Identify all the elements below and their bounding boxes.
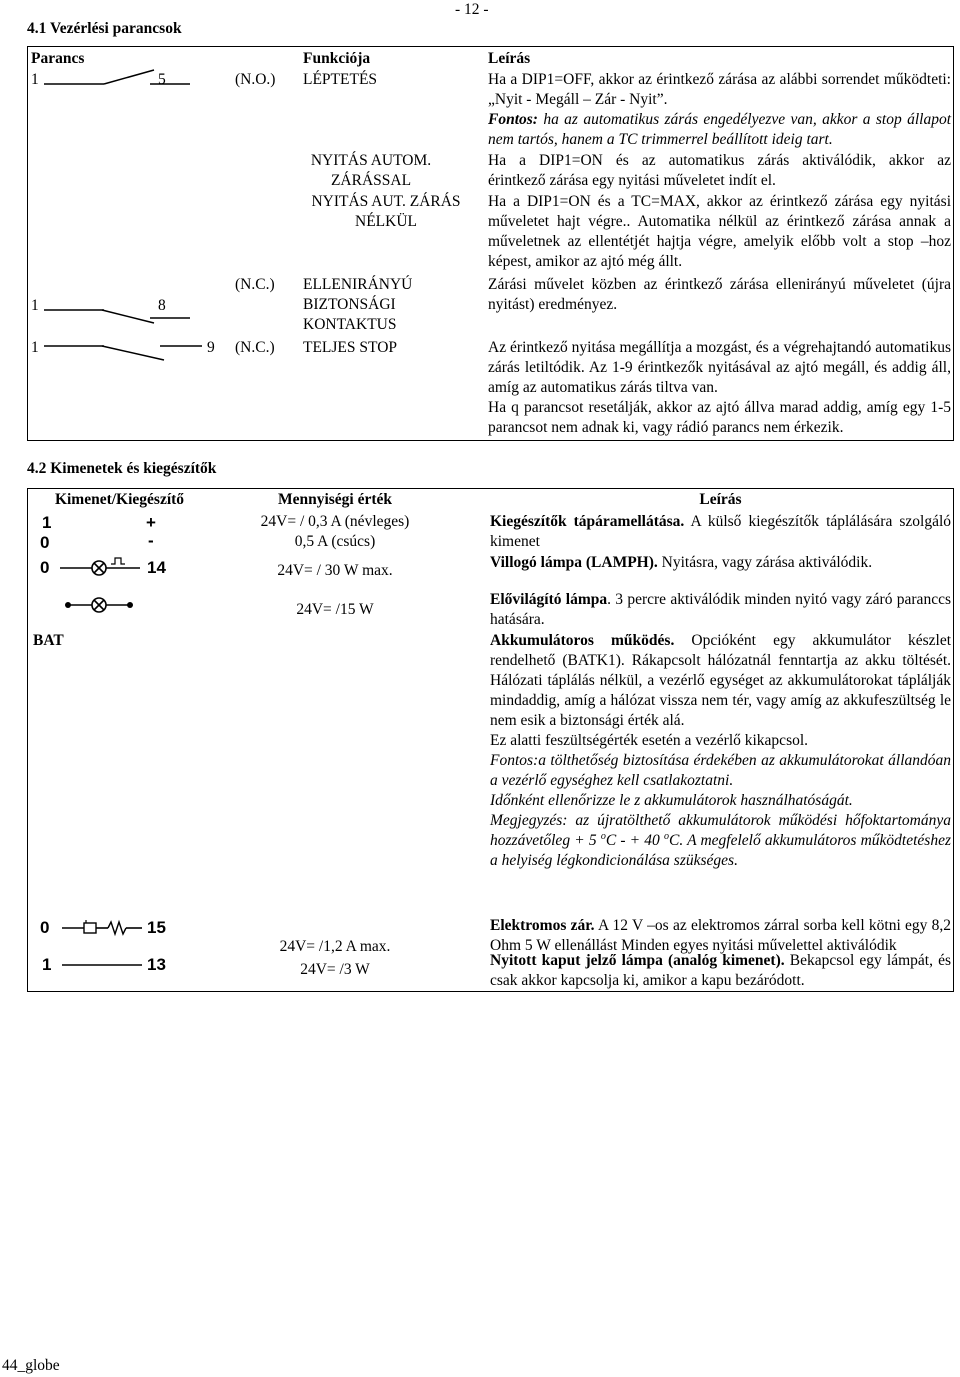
terminal-right: 13 [147, 955, 166, 974]
quantity-value: 24V= /15 W [296, 601, 374, 618]
terminal-left: 0 [40, 918, 50, 937]
terminal-left: 1 [42, 955, 52, 974]
section2-title: 4.2 Kimenetek és kiegészítők [27, 460, 217, 477]
description-text: Kiegészítők tápáramellátása. A külső kiegészítők táplálására szolgáló kimenet [490, 513, 952, 550]
function-label: ELLENIRÁNYÚ BIZTONSÁGI KONTAKTUS [303, 276, 413, 333]
description-text: Ha a DIP1=ON és az automatikus zárás aktiválódik, akkor az érintkező zárása egy nyitási műveletet indít el. [488, 152, 951, 189]
description-text: Ha a DIP1=ON és a TC=MAX, akkor az érintkező zárása egy nyitási műveletet hajt végre.. Automatika nélkül az érintkező zárása annak a műveletnek az ellentétjét hajtja végre, amelyik előbb volt a stop –hoz képest, amikor az ajtó még állt. [488, 193, 951, 270]
flashing-lamp-icon [56, 556, 146, 580]
normally-closed-contact-icon [42, 338, 212, 368]
battery-label: BAT [33, 632, 64, 649]
terminal-a: 1 [31, 71, 39, 88]
function-label: TELJES STOP [303, 339, 398, 356]
terminal-b: 8 [158, 297, 166, 314]
terminal-a: 1 [31, 339, 39, 356]
quantity-value: 24V= / 30 W max. [277, 562, 393, 579]
terminal-left: 0 [40, 558, 50, 577]
description-text: Elővilágító lámpa. 3 percre aktiválódik minden nyitó vagy záró paranccs hatására. [490, 591, 951, 628]
function-label: NYITÁS AUTOM. ZÁRÁSSAL [310, 152, 432, 189]
header-command: Parancs [31, 50, 85, 67]
description-text: Zárási művelet közben az érintkező zárása ellenirányú műveletet (újra nyitást) eredményez. [488, 276, 951, 313]
terminal-a: 1 [31, 297, 39, 314]
terminal-right: 15 [147, 918, 166, 937]
header-description: Leírás [488, 50, 531, 67]
quantity-value: 24V= /1,2 A max. [279, 938, 391, 955]
description-text: Nyitott kaput jelző lámpa (analóg kimenet). Bekapcsol egy lámpát, és csak akkor kapcsolja ki, amikor a kapu bezáródott. [490, 952, 951, 989]
terminal-b: 9 [207, 339, 215, 356]
description-text: Ha a DIP1=OFF, akkor az érintkező zárása az alábbi sorrendet működteti: „Nyit - Megáll – Zár - Nyit”. Fontos: ha az automatikus zárás engedélyezve van, akkor a stop állapot nem tartós, hanem a TC trimmerrel beállított ideig tart. [488, 71, 951, 148]
terminal-right: 14 [147, 558, 166, 577]
normally-open-contact-icon [42, 64, 202, 88]
courtesy-lamp-icon [48, 593, 158, 617]
quantity-value: 24V= / 0,3 A (névleges) 0,5 A (csúcs) [260, 513, 410, 550]
contact-type: (N.C.) [235, 339, 275, 356]
terminal-b: 5 [158, 71, 166, 88]
description-text: Akkumulátoros működés. Opcióként egy akkumulátor készlet rendelhető (BATK1). Rákapcsolt hálózatnál fenntartja az akku töltését. Hálózati táplálás nélkül, a vezérlő egységet az akkumulátorokat táplálják mindaddig, amíg a hálózat vissza nem tér, vagy amíg az akkufeszültség le nem esik a biztonsági érték alá. Ez alatti feszültségérték esetén a vezérlő kikapcsol. Fontos:a tölthetőség biztosítása érdekében az akkumulátorokat állandóan a vezérlő egységhez kell csatlakoztatni. Időnként ellenőrizze le z akkumulátorok használhatóságát. Megjegyzés: az újratölthető akkumulátorok működési hőfoktartománya hozzávetőleg + 5 $^o$C - + 40 $^o$C. A megfelelő akkumulátoros működtetéshez a helyiség légkondicionálása szükséges. [490, 632, 952, 869]
quantity-value: 24V= /3 W [300, 961, 370, 978]
normally-closed-contact-icon [42, 296, 202, 326]
function-label: NYITÁS AUT. ZÁRÁS NÉLKÜL [311, 193, 461, 230]
page-number: - 12 - [455, 1, 489, 18]
gate-open-indicator-icon [58, 953, 148, 977]
electric-lock-icon [58, 916, 148, 940]
header-output: Kimenet/Kiegészítő [54, 491, 185, 508]
header-function: Funkciója [303, 50, 371, 67]
section1-title: 4.1 Vezérlési parancsok [27, 20, 182, 37]
function-label: LÉPTETÉS [303, 71, 378, 88]
contact-type: (N.O.) [235, 71, 276, 88]
header-quantity: Mennyiségi érték [277, 491, 393, 508]
description-text: Az érintkező nyitása megállítja a mozgást, és a végrehajtandó automatikus zárás letiltódik. Az 1-9 érintkezők nyitásával az ajtó megáll, és addig áll, amíg az automatikus zárás tiltva van. Ha q parancsot resetálják, akkor az ajtó állva marad addig, amíg egy 1-5 parancsot nem adnak ki, vagy rádió parancs nem érkezik. [488, 339, 951, 436]
header-description: Leírás [699, 491, 742, 508]
page-footer: 44_globe [2, 1357, 60, 1374]
contact-type: (N.C.) [235, 276, 275, 293]
description-text: Villogó lámpa (LAMPH). Nyitásra, vagy zárása aktiválódik. [490, 554, 873, 571]
description-text: Elektromos zár. A 12 V –os az elektromos zárral sorba kell kötni egy 8,2 Ohm 5 W ellenállást Minden egyes nyitási művelettel aktiválódik [490, 917, 952, 954]
